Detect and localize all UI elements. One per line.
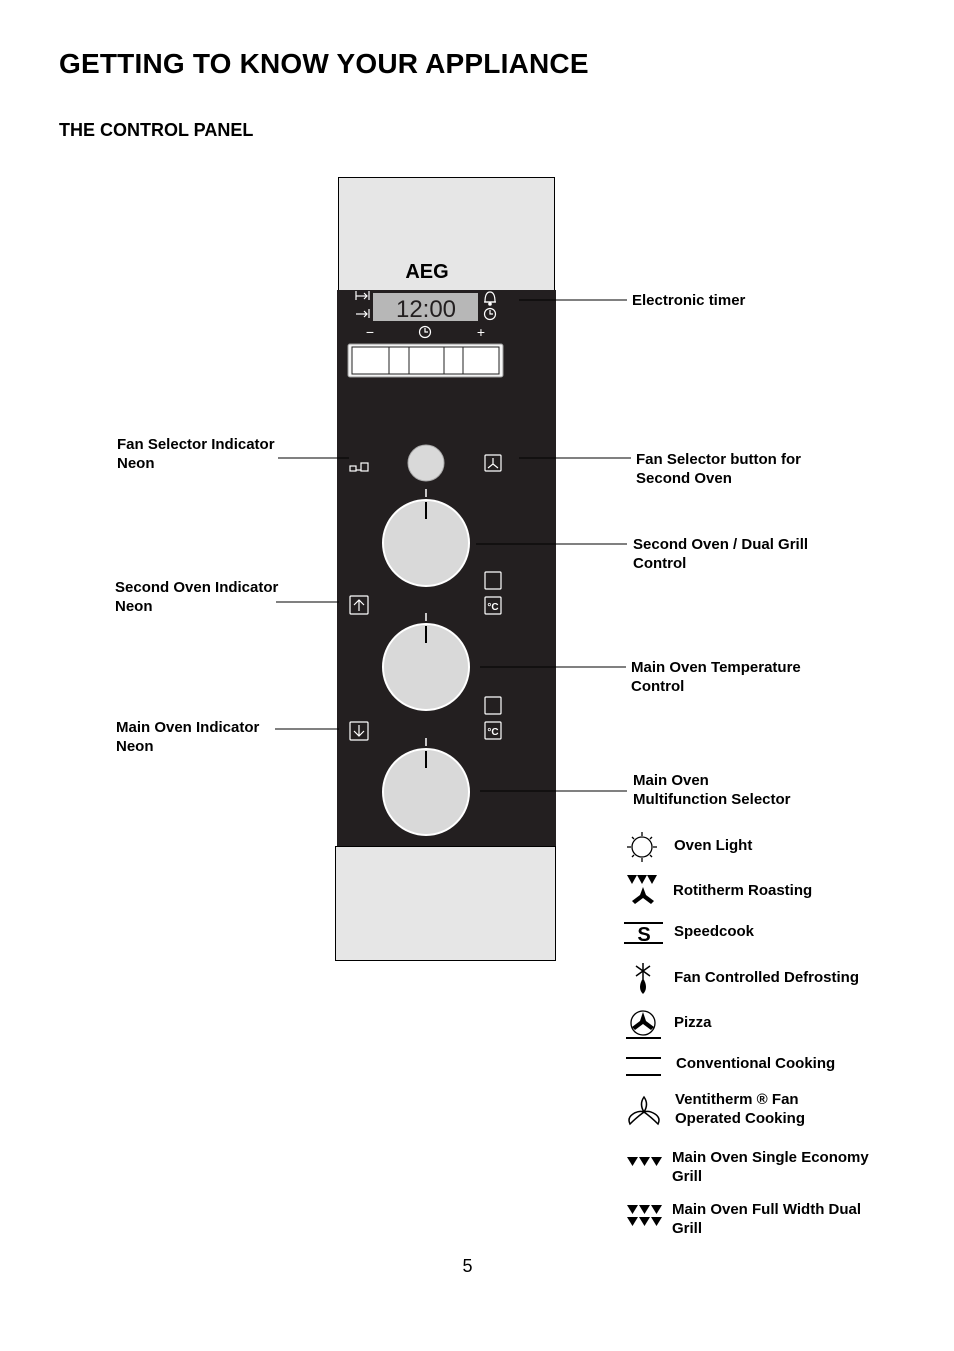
svg-text:S: S — [637, 924, 651, 946]
svg-text:°C: °C — [487, 727, 499, 738]
fan-selector-button — [408, 445, 444, 481]
label-second-oven-indicator: Second Oven Indicator Neon — [115, 579, 279, 615]
page-title: GETTING TO KNOW YOUR APPLIANCE — [59, 48, 589, 79]
label-main-oven-indicator: Main Oven Indicator Neon — [116, 719, 260, 755]
label-main-oven-temperature: Main Oven Temperature Control — [631, 659, 801, 695]
brand-logo: AEG — [405, 261, 449, 283]
full-width-dual-grill-icon — [627, 1205, 662, 1226]
label-fan-selector-indicator: Fan Selector Indicator Neon — [117, 436, 275, 472]
legend-pizza: Pizza — [674, 1014, 712, 1031]
legend-speedcook: Speedcook — [674, 923, 755, 940]
label-second-oven-control: Second Oven / Dual Grill Control — [633, 536, 809, 572]
pizza-icon — [626, 1011, 661, 1038]
label-electronic-timer: Electronic timer — [632, 292, 746, 309]
legend-single-economy-grill: Main Oven Single Economy Grill — [672, 1149, 869, 1185]
label-main-oven-multifunction: Main Oven Multifunction Selector — [633, 772, 791, 808]
legend-oven-light: Oven Light — [674, 837, 753, 854]
rotitherm-roasting-icon — [627, 875, 657, 904]
ventitherm-fan-icon — [629, 1097, 659, 1124]
single-economy-grill-icon — [627, 1157, 662, 1166]
panel-bottom-section — [336, 847, 556, 961]
timer-display: 12:00 — [395, 296, 457, 323]
legend-conventional-cooking: Conventional Cooking — [676, 1055, 836, 1072]
section-title: THE CONTROL PANEL — [59, 120, 254, 140]
conventional-cooking-icon — [626, 1058, 661, 1075]
speedcook-icon — [624, 923, 663, 946]
legend-ventitherm-fan: Ventitherm ® Fan Operated Cooking — [675, 1091, 806, 1127]
legend-full-width-dual-grill: Main Oven Full Width Dual Grill — [672, 1201, 862, 1237]
legend-rotitherm-roasting: Rotitherm Roasting — [673, 882, 813, 899]
label-fan-selector-button: Fan Selector button for Second Oven — [636, 451, 801, 487]
minus-button: − — [365, 324, 375, 340]
oven-light-icon — [627, 832, 657, 862]
legend-fan-controlled-defrosting: Fan Controlled Defrosting — [674, 969, 859, 986]
fan-controlled-defrosting-icon — [636, 963, 650, 994]
plus-button: + — [476, 324, 486, 340]
svg-text:°C: °C — [487, 602, 499, 613]
page-number: 5 — [462, 1256, 473, 1276]
